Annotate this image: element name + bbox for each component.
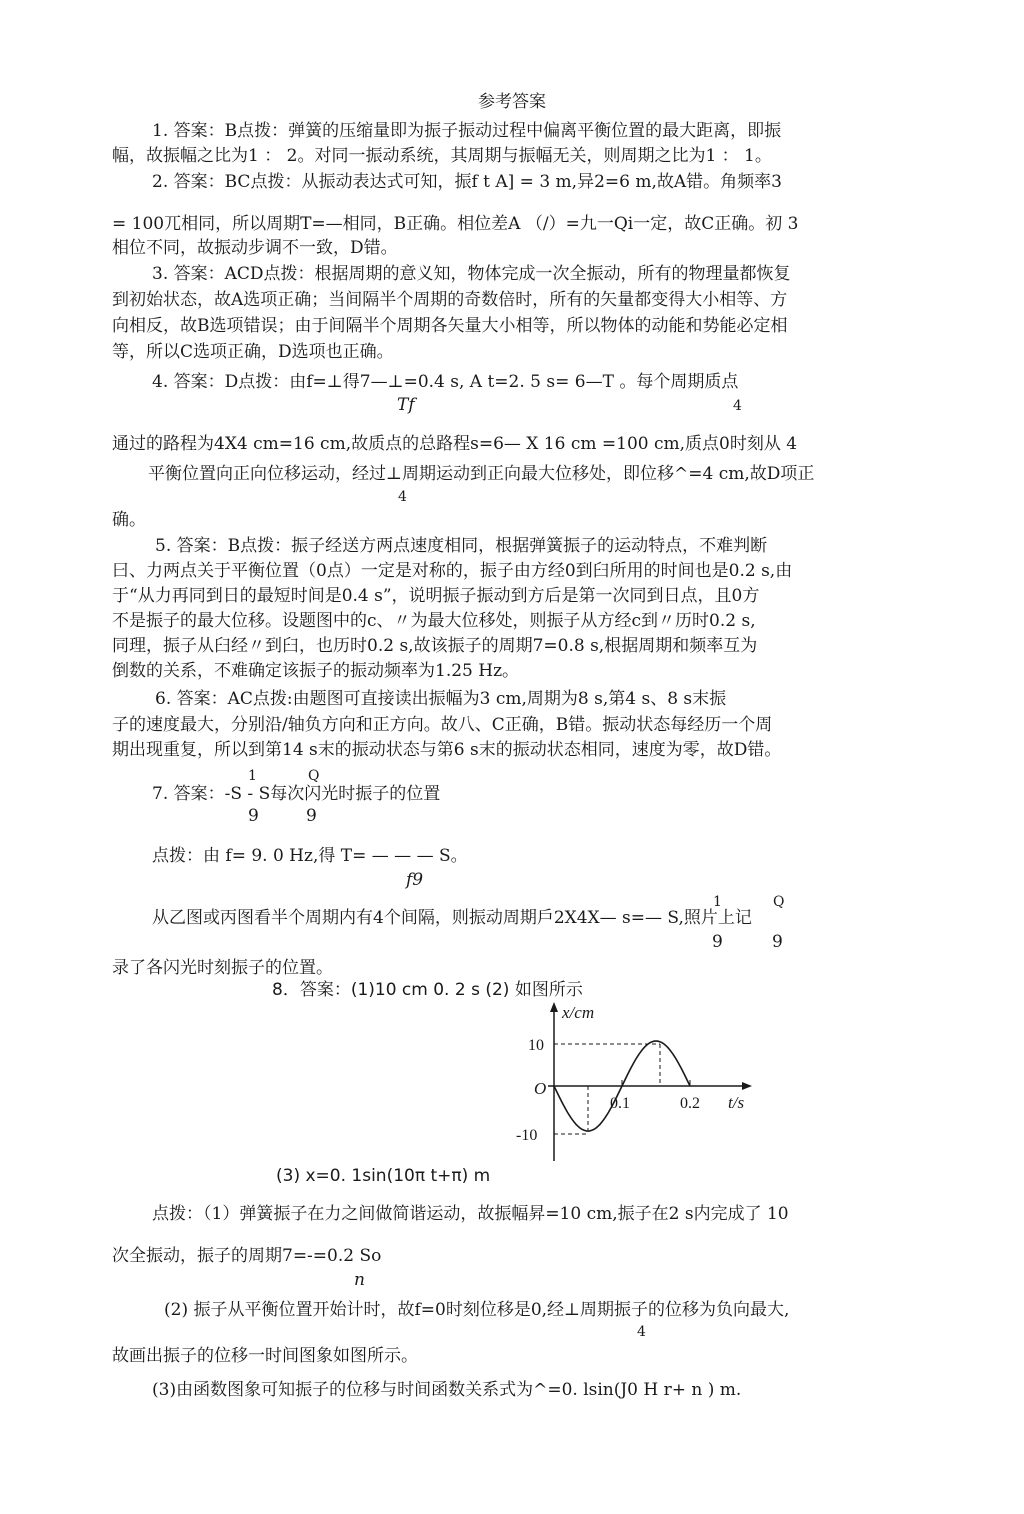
answer-8-fraction-den: n — [354, 1270, 365, 1290]
y-tick-label: -10 — [516, 1127, 538, 1144]
y-axis-arrow — [550, 1002, 558, 1012]
answer-5-line-5: 同理，振子从臼经〃到臼，也历时0.2 s,故该振子的周期7=0.8 s,根据周期和频率互为 — [112, 636, 758, 656]
answer-7-fraction-num: 1 — [713, 894, 722, 910]
answer-7-fraction-num: Q — [308, 768, 320, 784]
answer-6-line-3: 期出现重复，所以到第14 s末的振动状态与第6 s末的振动状态相同，速度为零，故D错。 — [112, 740, 782, 760]
answer-2-line-1: 2. 答案：BC点拨：从振动表达式可知，振f t A] = 3 m,异2=6 m,故A错。角频率3 — [152, 172, 782, 192]
y-axis-label: x/cm — [562, 1003, 595, 1022]
answer-8-detail-2: 次全振动，振子的周期7=-=0.2 So — [112, 1246, 382, 1266]
origin-label: O — [534, 1079, 547, 1098]
answer-8-detail-4: 故画出振子的位移一时间图象如图所示。 — [112, 1346, 418, 1366]
x-axis-label: t/s — [728, 1093, 745, 1112]
answer-3-line-2: 到初始状态，故A选项正确；当间隔半个周期的奇数倍时，所有的矢量都变得大小相等、方 — [112, 290, 788, 310]
answer-4-fraction-den: 4 — [733, 398, 742, 414]
answer-4-line-4: 确。 — [112, 510, 146, 530]
answer-7-fraction-den: 9 — [248, 806, 259, 826]
answer-2-line-2: = 100兀相同，所以周期T=—相同，B正确。相位差A （/）=九一Qi一定，故C正确。初 3 — [112, 214, 799, 234]
answer-4-line-2: 通过的路程为4X4 cm=16 cm,故质点的总路程s=6— X 16 cm =100 cm,质点0时刻从 4 — [112, 434, 798, 454]
x-axis-arrow — [742, 1082, 752, 1090]
displacement-time-graph — [500, 996, 780, 1166]
answer-5-line-3: 于“从力再同到日的最短时间是0.4 s”，说明振子振动到方后是第一次同到日点，且0方 — [112, 586, 760, 606]
answer-4-fraction-den: Tf — [397, 395, 415, 415]
answer-6-line-1: 6. 答案：AC点拨:由题图可直接读出振幅为3 cm,周期为8 s,第4 s、8 s末振 — [155, 689, 727, 709]
answer-4-line-3: 平衡位置向正向位移运动，经过⊥周期运动到正向最大位移处，即位移^=4 cm,故D项正 — [148, 464, 815, 484]
answer-1-line-2: 幅，故振幅之比为1 ： 2。对同一振动系统，其周期与振幅无关，则周期之比为1 ： 1。 — [112, 146, 772, 166]
answer-2-line-3: 相位不同，故振动步调不一致，D错。 — [112, 238, 398, 258]
answer-1-line-1: 1. 答案：B点拨：弹簧的压缩量即为振子振动过程中偏离平衡位置的最大距离，即振 — [152, 121, 782, 141]
answer-6-line-2: 子的速度最大，分别沿/轴负方向和正方向。故八、C正确，B错。振动状态每经历一个周 — [112, 715, 773, 735]
answer-7-line-3: 从乙图或丙图看半个周期内有4个间隔，则振动周期戶2X4X— s=— S,照片上记 — [152, 908, 752, 928]
answer-7-line-2: 点拨：由 f= 9. 0 Hz,得 T= — — — S。 — [152, 846, 468, 866]
x-tick-label: 0.2 — [680, 1095, 700, 1112]
page-title: 参考答案 — [478, 92, 546, 112]
answer-8-formula: (3) x=0. 1sin(10π t+π) m — [276, 1166, 491, 1186]
answer-8-fraction-den: 4 — [637, 1324, 646, 1340]
answer-5-line-2: 曰、力两点关于平衡位置（0点）一定是对称的，振子由方经0到臼所用的时间也是0.2 s,由 — [112, 561, 793, 581]
answer-3-line-3: 向相反，故B选项错误；由于间隔半个周期各矢量大小相等，所以物体的动能和势能必定相 — [112, 316, 788, 336]
answer-7-line-1: 7. 答案：-S - S每次闪光时振子的位置 — [152, 784, 441, 804]
answer-8-detail-3: (2) 振子从平衡位置开始计时，故f=0时刻位移是0,经⊥周期振子的位移为负向最大, — [164, 1300, 790, 1320]
y-tick-label: 10 — [528, 1037, 544, 1054]
answer-7-fraction-num: Q — [773, 894, 785, 910]
answer-7-fraction-den: 9 — [306, 806, 317, 826]
answer-7-fraction-den: f9 — [406, 870, 424, 890]
answer-5-line-4: 不是振子的最大位移。设题图中的c、〃为最大位移处，则振子从方经c到〃历时0.2 s, — [112, 611, 756, 631]
answer-7-fraction-den: 9 — [772, 932, 783, 952]
answer-3-line-4: 等，所以C选项正确，D选项也正确。 — [112, 342, 394, 362]
answer-8-detail-5: (3)由函数图象可知振子的位移与时间函数关系式为^=0. lsin(J0 H r+ n ) m. — [152, 1380, 742, 1400]
answer-7-fraction-den: 9 — [712, 932, 723, 952]
answer-7-line-4: 录了各闪光时刻振子的位置。 — [112, 958, 333, 978]
answer-8-line-1: 8．答案：(1)10 cm 0. 2 s (2) 如图所示 — [272, 980, 583, 1000]
answer-5-line-1: 5. 答案：B点拨：振子经送方两点速度相同，根据弹簧振子的运动特点，不难判断 — [155, 536, 768, 556]
answer-7-fraction-num: 1 — [248, 768, 257, 784]
x-tick-label: 0.1 — [610, 1095, 630, 1112]
answer-3-line-1: 3. 答案：ACD点拨：根据周期的意义知，物体完成一次全振动，所有的物理量都恢复 — [152, 264, 791, 284]
answer-8-detail-1: 点拨：（1）弹簧振子在力之间做简谐运动，故振幅昇=10 cm,振子在2 s内完成了 10 — [152, 1204, 789, 1224]
answer-5-line-6: 倒数的关系，不难确定该振子的振动频率为1.25 Hz。 — [112, 661, 520, 681]
answer-4-line-1: 4. 答案：D点拨：由f=⊥得7—⊥=0.4 s, A t=2. 5 s= 6—T 。每个周期质点 — [152, 372, 739, 392]
answer-4-fraction-den: 4 — [398, 489, 407, 505]
